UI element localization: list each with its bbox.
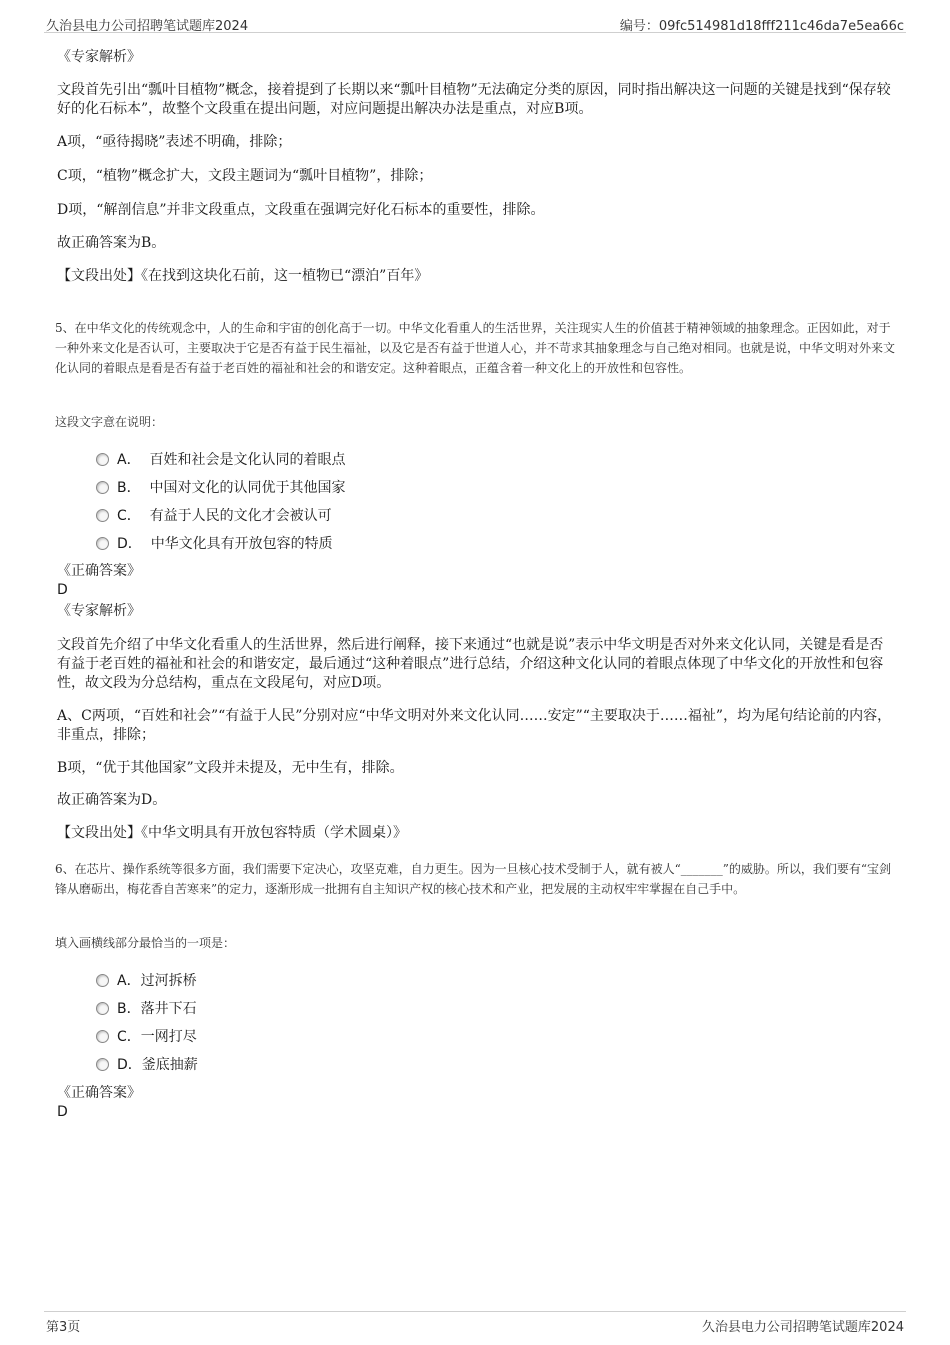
- radio-icon[interactable]: [96, 1030, 109, 1043]
- q6-prompt: 填入画横线部分最恰当的一项是：: [55, 936, 236, 950]
- header-title: 久治县电力公司招聘笔试题库2024: [46, 19, 249, 34]
- q4-conclusion: 故正确答案为B。: [57, 235, 166, 251]
- radio-icon[interactable]: [96, 1058, 109, 1071]
- q5-option-ac-note: A、C两项，“百姓和社会”“有益于人民”分别对应“中华文明对外来文化认同……安定”“主要取决于……福祉”，均为尾句结论前的内容，非重点，排除；: [57, 708, 892, 743]
- radio-icon[interactable]: [96, 974, 109, 987]
- q6-answer: D: [57, 1104, 68, 1120]
- q5-source: 【文段出处】《中华文明具有开放包容特质（学术圆桌）》: [57, 825, 407, 841]
- q5-question: 5、在中华文化的传统观念中，人的生命和宇宙的创化高于一切。中华文化看重人的生活世界，关注现实人生的价值甚于精神领域的抽象理念。正因如此，对于一种外来文化是否认可，主要取决于它是否有益于民生福祉，以及它是否有益于世道人心，并不苛求其抽象理念与自己绝对相同。也就是说，中华文明对外来文化认同的着眼点是看是否有益于老百姓的福祉和社会的和谐安定。这种着眼点，正蕴含着一种文化上的开放性和包容性。: [55, 321, 896, 375]
- header-serial-number: 编号：09fc514981d18fff211c46da7e5ea66c: [619, 19, 904, 34]
- page-header: [44, 12, 906, 33]
- footer-title: 久治县电力公司招聘笔试题库2024: [701, 1320, 904, 1335]
- radio-icon[interactable]: [96, 481, 109, 494]
- radio-icon[interactable]: [96, 509, 109, 522]
- q5-answer-label: 《正确答案》: [57, 563, 141, 579]
- q5-prompt: 这段文字意在说明：: [55, 415, 164, 429]
- radio-icon[interactable]: [96, 453, 109, 466]
- q5-option-b-note: B项，“优于其他国家”文段并未提及，无中生有，排除。: [57, 760, 404, 776]
- page-footer: [44, 1311, 906, 1334]
- radio-icon[interactable]: [96, 1002, 109, 1015]
- q6-question: 6、在芯片、操作系统等很多方面，我们需要下定决心，攻坚克难，自力更生。因为一旦核心技术受制于人，就有被人“_______”的威胁。所以，我们要有“宝剑锋从磨砺出，梅花香自苦寒来”的定力，逐渐形成一批拥有自主知识产权的核心技术和产业，把发展的主动权牢牢掌握在自己手中。: [55, 862, 892, 896]
- q4-expert-label: 《专家解析》: [57, 49, 141, 65]
- q4-option-a-note: A项，“亟待揭晓”表述不明确，排除；: [57, 134, 292, 150]
- q5-conclusion: 故正确答案为D。: [57, 792, 167, 808]
- radio-icon[interactable]: [96, 537, 109, 550]
- page-number: 第3页: [46, 1320, 81, 1335]
- q4-analysis: 文段首先引出“瓢叶目植物”概念，接着提到了长期以来“瓢叶目植物”无法确定分类的原因，同时指出解决这一问题的关键是找到“保存较好的化石标本”，故整个文段重在提出问题，对应问题提出解决办法是重点，对应B项。: [57, 82, 891, 117]
- q5-analysis: 文段首先介绍了中华文化看重人的生活世界，然后进行阐释，接下来通过“也就是说”表示中华文明是否对外来文化认同，关键是看是否有益于老百姓的福祉和社会的和谐安定，最后通过“这种着眼点”进行总结，介绍这种文化认同的着眼点体现了中华文化的开放性和包容性，故文段为分总结构，重点在文段尾句，对应D项。: [57, 637, 884, 691]
- q4-option-c-note: C项，“植物”概念扩大，文段主题词为“瓢叶目植物”，排除；: [57, 168, 433, 184]
- q5-expert-label: 《专家解析》: [57, 603, 141, 619]
- q4-source: 【文段出处】《在找到这块化石前，这一植物已“漂泊”百年》: [57, 268, 429, 284]
- q6-answer-label: 《正确答案》: [57, 1085, 141, 1101]
- q5-answer: D: [57, 582, 68, 598]
- q4-option-d-note: D项，“解剖信息”并非文段重点，文段重在强调完好化石标本的重要性，排除。: [57, 202, 545, 218]
